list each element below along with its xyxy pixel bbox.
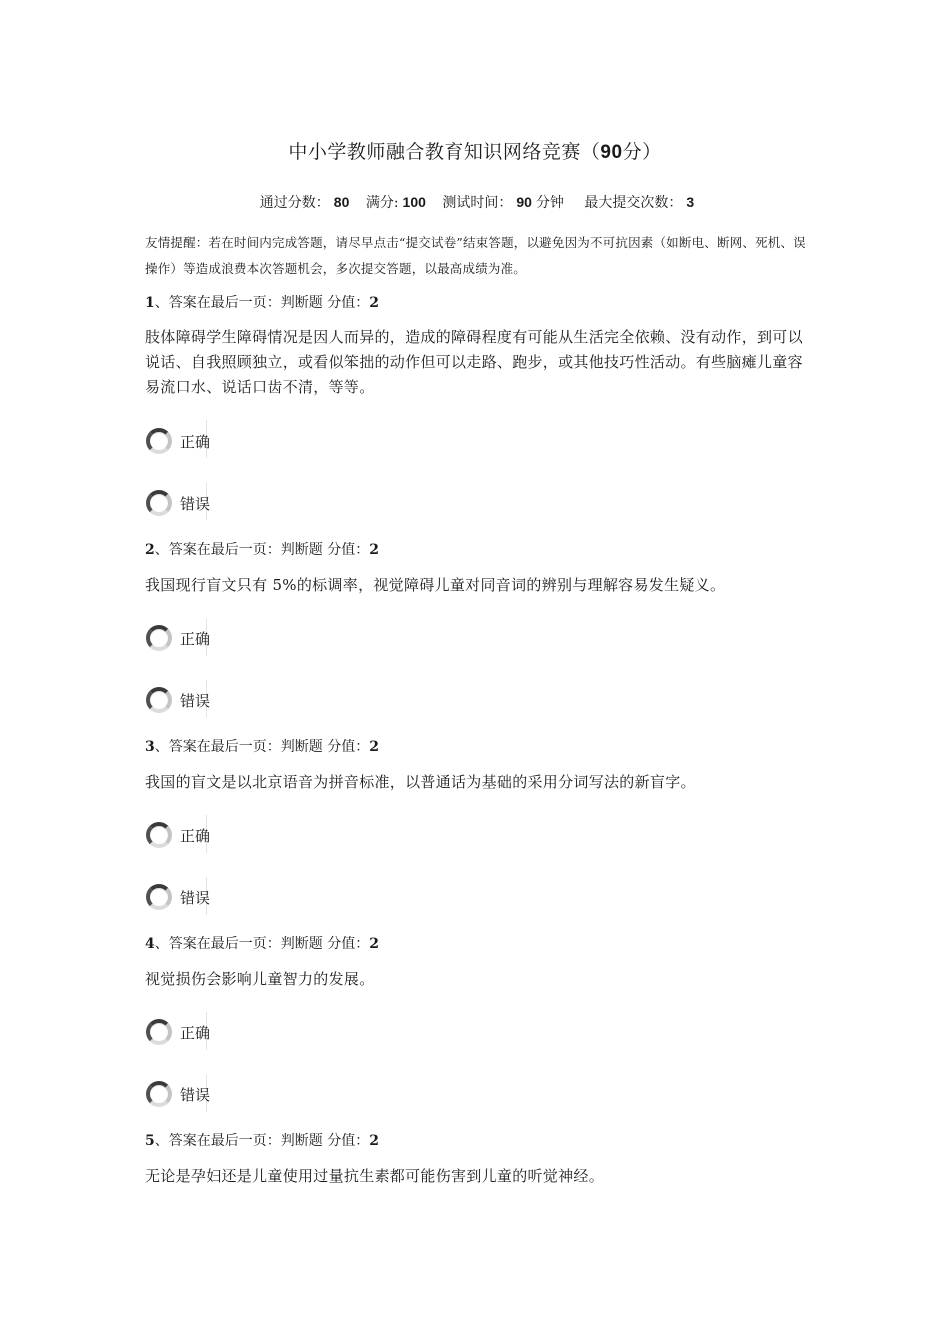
pass-score (256, 195, 350, 211)
radio-circle-icon[interactable] (146, 687, 172, 713)
question-1-option-true[interactable] (146, 426, 266, 456)
full-score-label: 满分: (365, 195, 399, 211)
question-number: 1 (145, 295, 155, 311)
option-label: 错误 (180, 494, 211, 513)
question-2-option-false[interactable] (146, 685, 266, 715)
radio-circle-icon[interactable] (146, 428, 172, 454)
question-type: 、答案在最后一页：判断题 分值： (154, 936, 370, 952)
question-3-option-false[interactable] (146, 882, 266, 912)
option-label: 正确 (180, 826, 211, 845)
question-4-header (145, 933, 379, 953)
question-1-text: 肢体障碍学生障碍情况是因人而异的，造成的障碍程度有可能从生活完全依赖、没有动作，到可以说话、自我照顾独立，或看似笨拙的动作但可以走路、跑步，或其他技巧性活动。有些脑瘫儿童容易流口水、说话口齿不清，等等。 (145, 328, 803, 396)
question-4-option-true[interactable] (146, 1017, 266, 1047)
question-score: 2 (369, 739, 379, 755)
page-title (0, 137, 950, 164)
question-3-option-true[interactable] (146, 820, 266, 850)
radio-circle-icon[interactable] (146, 884, 172, 910)
question-5-text: 无论是孕妇还是儿童使用过量抗生素都可能伤害到儿童的听觉神经。 (145, 1167, 605, 1185)
option-label: 错误 (180, 888, 211, 907)
question-1-header (145, 292, 379, 312)
question-3-text: 我国的盲文是以北京语音为拼音标准，以普通话为基础的采用分词写法的新盲字。 (145, 773, 696, 791)
option-label: 错误 (180, 1085, 211, 1104)
question-score: 2 (369, 1133, 379, 1149)
title-score: 90 (600, 142, 623, 163)
test-time-value: 90 (516, 194, 532, 210)
friendly-reminder: 友情提醒：若在时间内完成答题，请尽早点击“提交试卷”结束答题，以避免因为不可抗因素（如断电、断网、死机、误操作）等造成浪费本次答题机会，多次提交答题，以最高成绩为准。 (145, 235, 806, 276)
question-1-option-false[interactable] (146, 488, 266, 518)
question-4-option-false[interactable] (146, 1079, 266, 1109)
option-label: 正确 (180, 432, 211, 451)
test-time-unit: 分钟 (535, 195, 564, 211)
question-number: 5 (145, 1133, 155, 1149)
title-suffix: 分） (622, 141, 662, 163)
question-number: 3 (145, 739, 155, 755)
question-number: 2 (145, 542, 155, 558)
exam-meta (0, 192, 950, 212)
radio-circle-icon[interactable] (146, 822, 172, 848)
question-score: 2 (369, 542, 379, 558)
max-submissions-value: 3 (686, 194, 695, 210)
question-type: 、答案在最后一页：判断题 分值： (154, 739, 370, 755)
pass-score-label: 通过分数： (259, 195, 330, 211)
question-5-header (145, 1130, 379, 1150)
question-2-option-true[interactable] (146, 623, 266, 653)
max-submissions-label: 最大提交次数： (584, 195, 683, 211)
test-time-label: 测试时间： (442, 195, 513, 211)
question-score: 2 (369, 936, 379, 952)
option-label: 正确 (180, 629, 211, 648)
option-label: 正确 (180, 1023, 211, 1042)
question-type: 、答案在最后一页：判断题 分值： (154, 542, 370, 558)
pass-score-value: 80 (333, 194, 350, 210)
question-score: 2 (369, 295, 379, 311)
option-label: 错误 (180, 691, 211, 710)
full-score (362, 195, 426, 211)
question-type: 、答案在最后一页：判断题 分值： (154, 295, 370, 311)
title-prefix: 中小学教师融合教育知识网络竞赛（ (288, 141, 601, 163)
radio-circle-icon[interactable] (146, 1081, 172, 1107)
radio-circle-icon[interactable] (146, 1019, 172, 1045)
max-submissions (580, 195, 694, 211)
radio-circle-icon[interactable] (146, 625, 172, 651)
question-4-text: 视觉损伤会影响儿童智力的发展。 (145, 970, 375, 988)
full-score-value: 100 (402, 194, 426, 210)
radio-circle-icon[interactable] (146, 490, 172, 516)
question-2-header (145, 539, 379, 559)
question-number: 4 (145, 936, 155, 952)
question-3-header (145, 736, 379, 756)
test-time (438, 195, 568, 211)
question-type: 、答案在最后一页：判断题 分值： (154, 1133, 370, 1149)
question-2-text: 我国现行盲文只有 5%的标调率，视觉障碍儿童对同音词的辨别与理解容易发生疑义。 (145, 576, 726, 594)
